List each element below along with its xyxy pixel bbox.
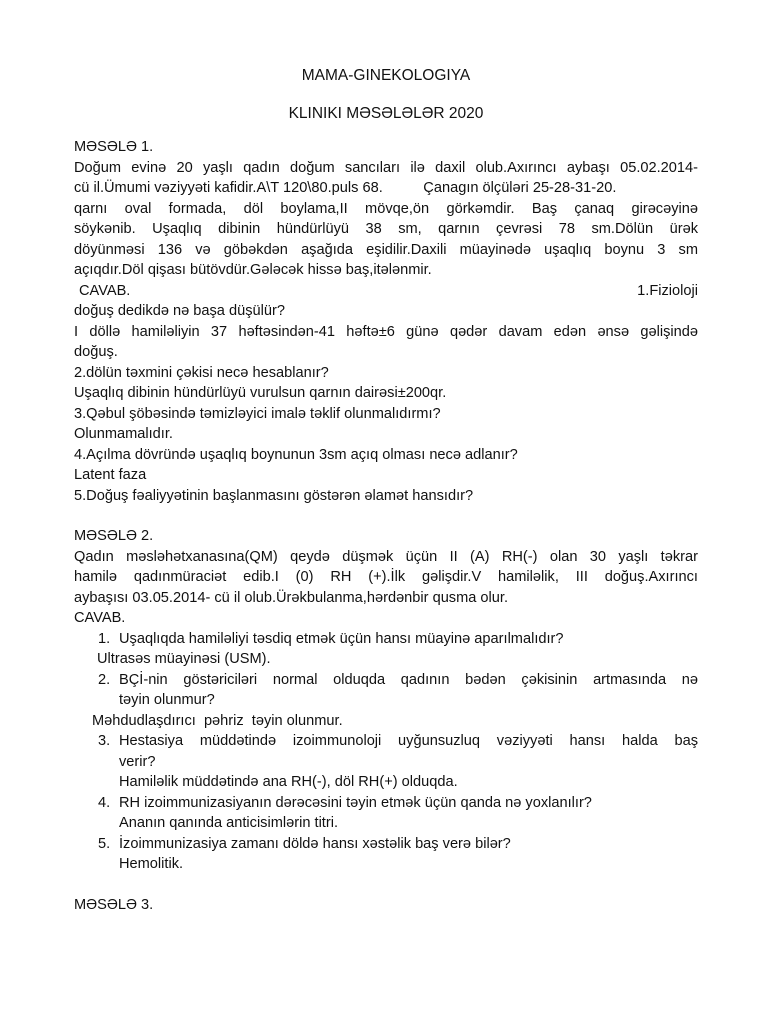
task-1-text-line: söykənib. Uşaqlıq dibinin hündürlüyü 38 sm, qarnın çevrəsi 78 sm.Dölün ürək	[74, 221, 698, 237]
task-1-text-line: döyünməsi 136 və göbəkdən aşağıda eşidilir.Daxili müayinədə uşaqlıq boynu 3 sm	[74, 241, 698, 258]
task-1	[74, 137, 698, 506]
task-2-heading: MƏSƏLƏ 2.	[74, 528, 154, 544]
task-1-text-line: açıqdır.Döl qişası bütövdür.Gələcək hissə baş,itələnmir.	[74, 262, 432, 278]
qa-line: doğuş dedikdə nə başa düşülür?	[74, 303, 285, 319]
list-item	[74, 731, 698, 772]
qa-line: 4.Açılma dövründə uşaqlıq boynunun 3sm açıq olması necə adlanır?	[74, 446, 518, 463]
task-2-questions	[74, 793, 698, 814]
task-3	[74, 895, 698, 916]
question-number: 1.	[98, 630, 111, 647]
task-2-text-line: hamilə qadınmüraciət edib.I (0) RH (+).İlk gəlişdir.V hamiləlik, III doğuş.Axırıncı	[74, 569, 698, 585]
list-item	[74, 670, 698, 711]
task-2-questions	[74, 731, 698, 772]
question-text: RH izoimmunizasiyanın dərəcəsini təyin etmək üçün qanda nə yoxlanılır?	[119, 794, 592, 811]
question-text: Hestasiya müddətində izoimmunoloji uyğunsuzluq vəziyyəti hansı halda baş	[119, 733, 698, 749]
task-1-text-line: qarnı oval formada, döl boylama,II mövqe,ön görkəmdir. Baş çanaq girəcəyinə	[74, 200, 698, 217]
question-text: təyin olunmur?	[119, 692, 215, 708]
task-3-heading: MƏSƏLƏ 3.	[74, 896, 154, 913]
list-item	[74, 834, 698, 855]
task-1-text-line: Doğum evinə 20 yaşlı qadın doğum sancıları ilə daxil olub.Axırıncı aybaşı 05.02.2014-	[74, 159, 698, 176]
qa-line: 2.dölün təxmini çəkisi necə hesablanır?	[74, 364, 329, 381]
section-gap	[74, 875, 698, 895]
question-number: 2.	[98, 671, 111, 688]
section-gap	[74, 506, 698, 526]
document-subtitle: KLINIKI MƏSƏLƏLƏR 2020	[288, 105, 484, 122]
task-2	[74, 526, 698, 875]
question-text: verir?	[119, 753, 156, 770]
qa-line: Olunmamalıdır.	[74, 426, 173, 442]
task-2-answer-label: CAVAB.	[74, 610, 126, 626]
question-number: 4.	[98, 794, 111, 811]
answer-text: Hamiləlik müddətində ana RH(-), döl RH(+) olduqda.	[119, 774, 458, 790]
task-1-qa	[74, 301, 698, 506]
answer-text: Ananın qanında anticisimlərin titri.	[119, 815, 339, 831]
task-2-text-line: Qadın məsləhətxanasına(QM) qeydə düşmək üçün II (A) RH(-) olan 30 yaşlı təkrar	[74, 548, 698, 565]
list-item	[74, 793, 698, 814]
task-2-questions	[74, 670, 698, 711]
task-2-questions	[74, 629, 698, 650]
qa-line: Latent faza	[74, 467, 147, 483]
task-1-answer-row	[74, 281, 698, 302]
question-text: Uşaqlıqda hamiləliyi təsdiq etmək üçün hansı müayinə aparılmalıdır?	[119, 630, 564, 647]
question-number: 3.	[98, 733, 111, 749]
task-1-text-line: cü il.Ümumi vəziyyəti kafidir.A\T 120\80.puls 68. Çanagın ölçüləri 25-28-31-20.	[74, 180, 617, 196]
qa-line: Uşaqlıq dibinin hündürlüyü vurulsun qarnın dairəsi±200qr.	[74, 385, 447, 401]
task-2-text-line: aybaşısı 03.05.2014- cü il olub.Ürəkbulanma,hərdənbir qusma olur.	[74, 589, 509, 606]
answer-text: Ultrasəs müayinəsi (USM).	[97, 651, 271, 667]
task-2-questions	[74, 834, 698, 855]
list-item	[74, 629, 698, 650]
question-number: 5.	[98, 835, 111, 852]
qa-line: 5.Doğuş fəaliyyətinin başlanmasını göstərən əlamət hansıdır?	[74, 487, 474, 504]
task-2-description	[74, 547, 698, 609]
qa-line: I döllə hamiləliyin 37 həftəsindən-41 həftə±6 günə qədər davam edən ənsə gəlişində	[74, 323, 698, 340]
answer-text: Hemolitik.	[119, 856, 184, 872]
question-text: İzoimmunizasiya zamanı döldə hansı xəstəlik baş verə bilər?	[119, 835, 511, 852]
task-1-description	[74, 158, 698, 281]
question-text: BÇİ-nin göstəriciləri normal olduqda qadının bədən çəkisinin artmasında nə	[119, 671, 698, 688]
task-1-heading: MƏSƏLƏ 1.	[74, 139, 154, 155]
task-1-question-1-label: 1.Fizioloji	[637, 282, 698, 299]
document-title: MAMA-GINEKOLOGIYA	[301, 67, 471, 84]
qa-line: doğuş.	[74, 344, 118, 360]
task-1-answer-label: CAVAB.	[79, 282, 131, 299]
qa-line: 3.Qəbul şöbəsində təmizləyici imalə təklif olunmalıdırmı?	[74, 405, 441, 422]
answer-text: Məhdudlaşdırıcı pəhriz təyin olunmur.	[92, 712, 343, 729]
